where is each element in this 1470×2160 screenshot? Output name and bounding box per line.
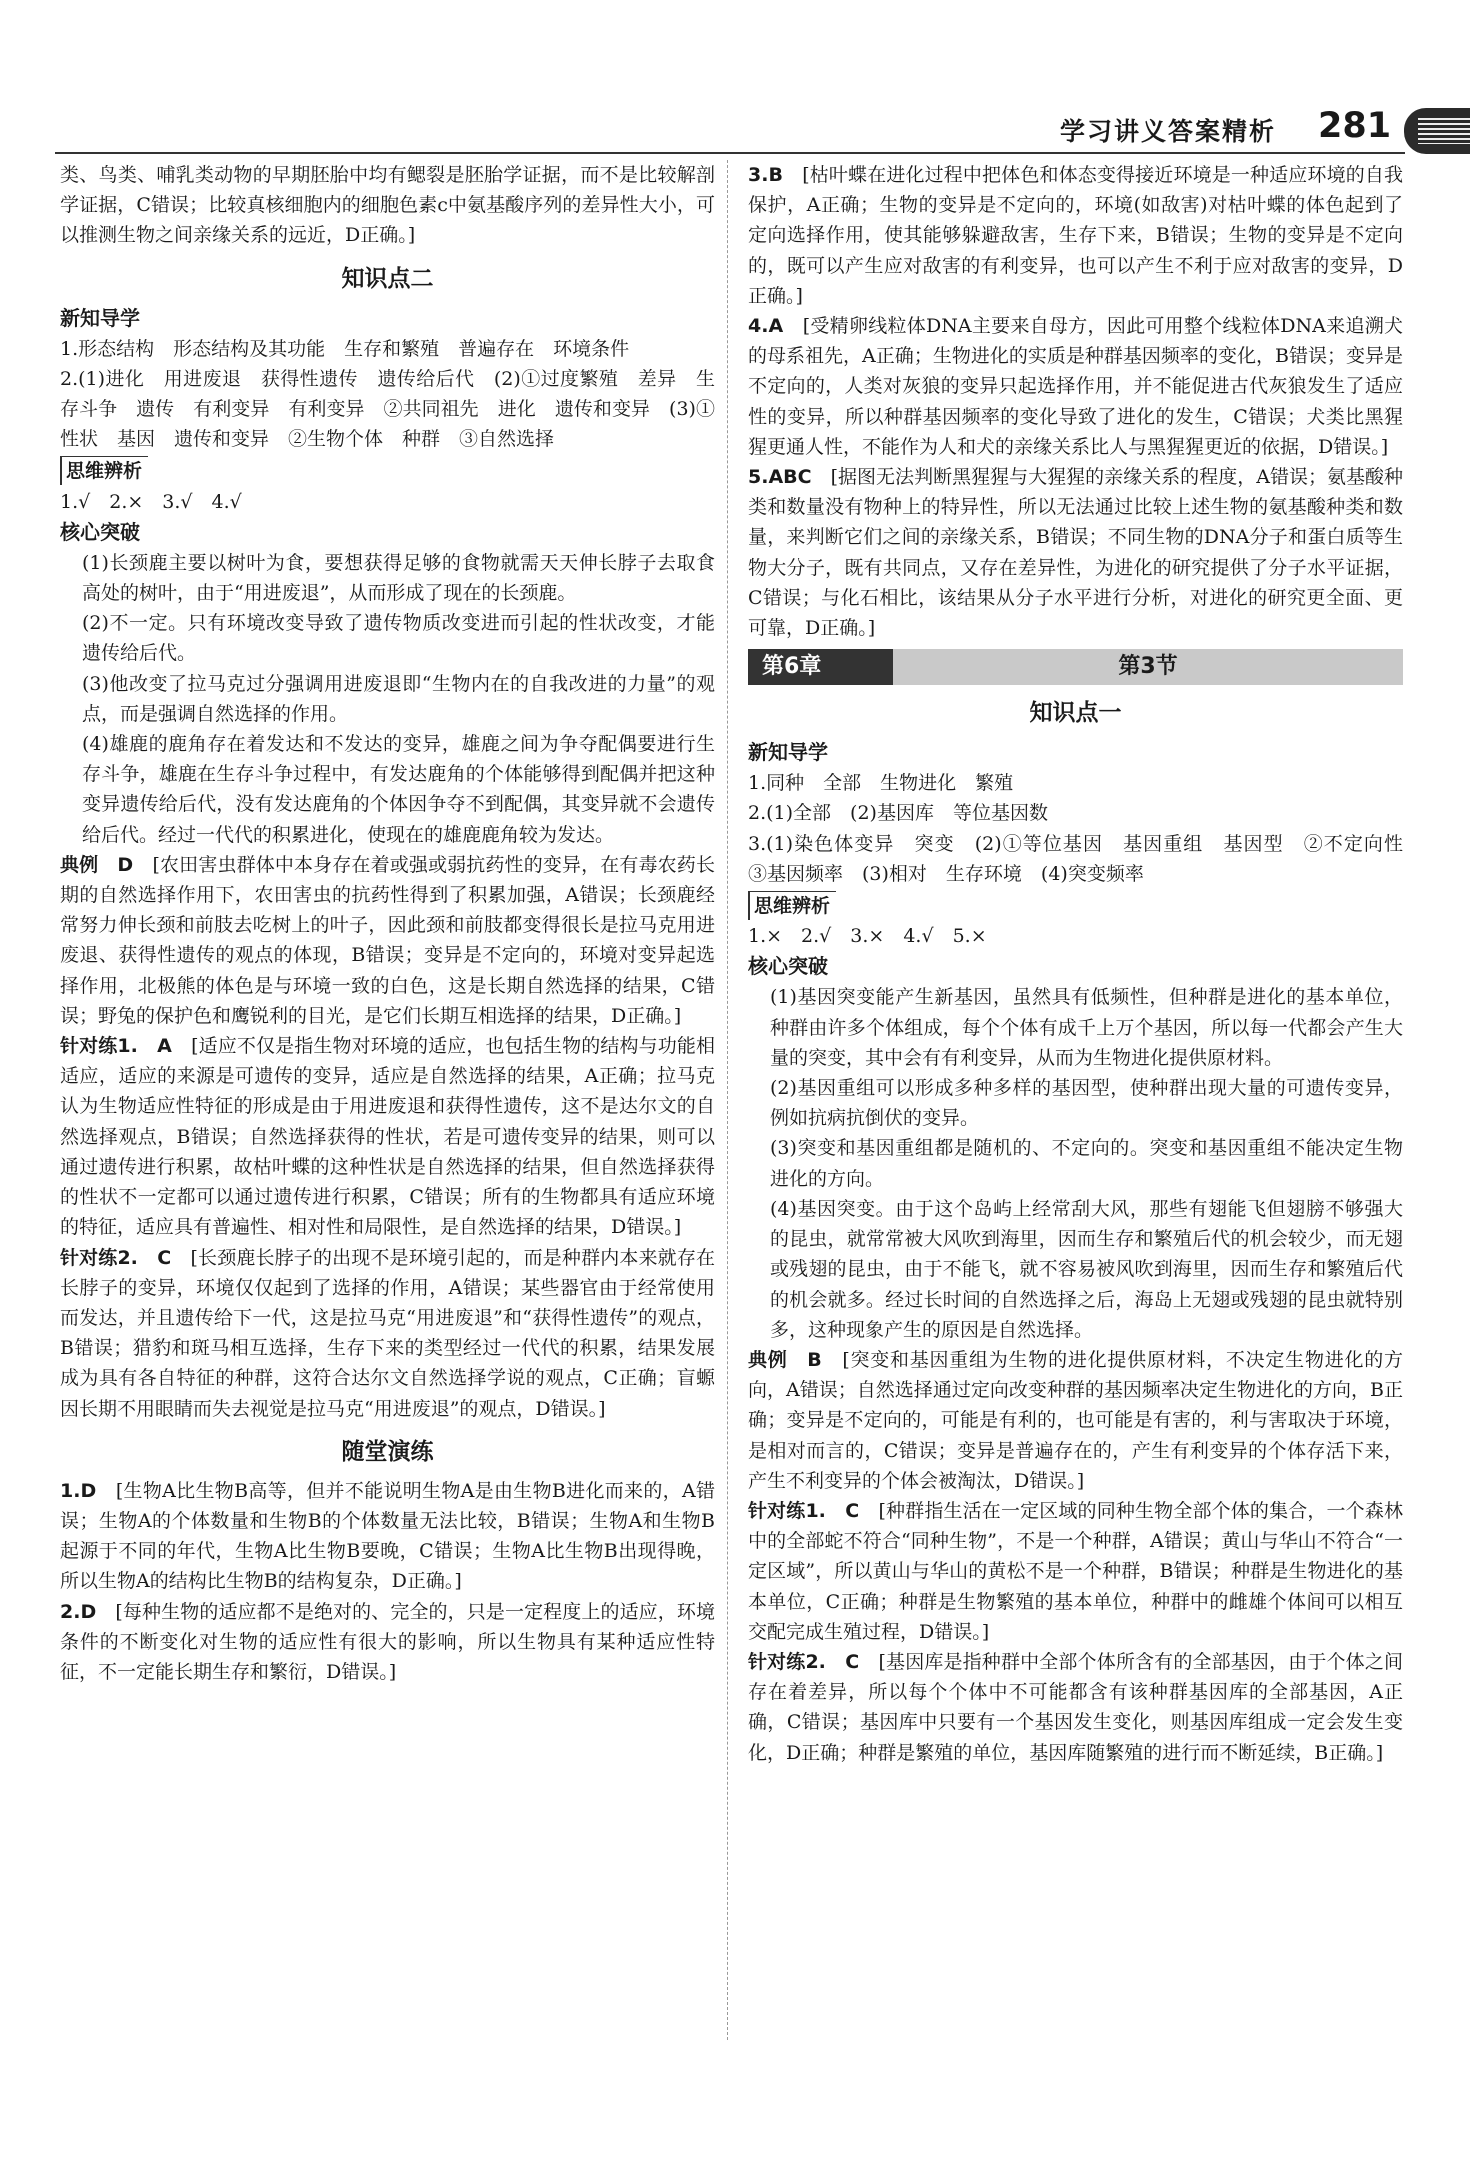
practice-text: [适应不仅是指生物对环境的适应，也包括生物的结构与功能相适应，适应的来源是可遗传的变异，适应是自然选择的结果，A正确；拉马克认为生物适应性特征的形成是由于用进废退和获得性遗传，这不是达尔文的自然选择观点，B错误；自然选择获得的性状，若是可遗传变异的结果，则可以通过遗传进行积累，故枯叶蝶的这种性状是自然选择的结果，但自然选择获得的性状不一定都可以通过遗传进行积累，C错误；所有的生物都具有适应环境的特征，适应具有普遍性、相对性和局限性，是自然选择的结果，D错误。]: [60, 1035, 715, 1239]
drill-text: [枯叶蝶在进化过程中把体色和体态变得接近环境是一种适应环境的自我保护，A正确；生物的变异是不定向的，环境(如敌害)对枯叶蝶的体色起到了定向选择作用，使其能够躲避敌害，生存下来，B错误；生物的变异是不定向的，既可以产生应对敌害的有利变异，也可以产生不利于应对敌害的变异，D正确。]: [748, 164, 1403, 307]
subsection-title: 核心突破: [60, 519, 140, 544]
practice-label: 针对练1.: [748, 1499, 826, 1522]
subsection-title: 新知导学: [60, 305, 140, 330]
core-paragraph: (1)基因突变能产生新基因，虽然具有低频性，但种群是进化的基本单位，种群由许多个体组成，每个个体有成千上万个基因，所以每一代都会产生大量的突变，其中会有有利变异，从而为生物进化提供原材料。: [770, 986, 1403, 1069]
drill-paragraph: [60, 1597, 715, 1688]
chapter-bar: [748, 649, 1403, 685]
practice-paragraph: [60, 1243, 715, 1424]
answer-line: 1.形态结构 形态结构及其功能 生存和繁殖 普遍存在 环境条件: [60, 337, 630, 360]
answer-line: 1.× 2.√ 3.× 4.√ 5.×: [748, 925, 987, 948]
practice-paragraph: [748, 1647, 1403, 1768]
practice-answer: A: [157, 1035, 172, 1058]
drill-text: [据图无法判断黑猩猩与大猩猩的亲缘关系的程度，A错误；氨基酸种类和数量没有物种上的特异性，所以无法通过比较上述生物的氨基酸种类和数量，来判断它们之间的亲缘关系，B错误；不同生物的DNA分子和蛋白质等生物大分子，既有共同点，又存在差异性，为进化的研究提供了分子水平证据，C错误；与化石相比，该结果从分子水平进行分析，对进化的研究更全面、更可靠，D正确。]: [748, 466, 1403, 640]
drill-label: 1.D: [60, 1479, 97, 1502]
section-label: 第3节: [893, 649, 1403, 685]
drill-label: 2.D: [60, 1600, 97, 1623]
core-paragraph: (3)他改变了拉马克过分强调用进废退即“生物内在的自我改进的力量”的观点，而是强调自然选择的作用。: [82, 672, 715, 725]
drill-text: [受精卵线粒体DNA主要来自母方，因此可用整个线粒体DNA来追溯犬的母系祖先，A正确；生物进化的实质是种群基因频率的变化，B错误；变异是不定向的，人类对灰狼的变异只起选择作用，并不能促进古代灰狼发生了适应性的变异，所以种群基因频率的变化导致了进化的发生，C错误；犬类比黑猩猩更通人性，不能作为人和犬的亲缘关系比人与黑猩猩更近的依据，D错误。]: [748, 315, 1403, 458]
subsection-title: 核心突破: [748, 954, 828, 979]
header-title: 学习讲义答案精析: [1060, 117, 1277, 146]
core-paragraph: (2)不一定。只有环境改变导致了遗传物质改变进而引起的性状改变，才能遗传给后代。: [82, 612, 715, 665]
core-paragraph: (4)雄鹿的鹿角存在着发达和不发达的变异，雄鹿之间为争夺配偶要进行生存斗争，雄鹿在生存斗争过程中，有发达鹿角的个体能够得到配偶并把这种变异遗传给后代，没有发达鹿角的个体因争夺不到配偶，其变异就不会遗传给后代。经过一代代的积累进化，使现在的雄鹿鹿角较为发达。: [82, 733, 715, 846]
drill-text: [每种生物的适应都不是绝对的、完全的，只是一定程度上的适应，环境条件的不断变化对生物的适应性有很大的影响，所以生物具有某种适应性特征，不一定能长期生存和繁衍，D错误。]: [60, 1600, 715, 1683]
section-title: 随堂演练: [341, 1438, 434, 1465]
example-paragraph: [748, 1345, 1403, 1496]
answer-line: 1.同种 全部 生物进化 繁殖: [748, 772, 1014, 795]
drill-label: 5.ABC: [748, 466, 812, 489]
column-divider: [727, 160, 728, 2040]
drill-text: [生物A比生物B高等，但并不能说明生物A是由生物B进化而来的，A错误；生物A的个体数量和生物B的个体数量无法比较，B错误；生物A和生物B起源于不同的年代，生物A比生物B要晚，C错误；生物A比生物B出现得晚，所以生物A的结构比生物B的结构复杂，D正确。]: [60, 1479, 715, 1593]
chapter-label: 第6章: [748, 649, 893, 685]
practice-text: [种群指生活在一定区域的同种生物全部个体的集合，一个森林中的全部蛇不符合“同种生物”，不是一个种群，A错误；黄山与华山不符合“一定区域”，所以黄山与华山的黄松不是一个种群，B错误；种群是生物进化的基本单位，C正确；种群是生物繁殖的基本单位，种群中的雌雄个体间可以相互交配完成生殖过程，D错误。]: [748, 1499, 1403, 1643]
subsection-box-title: 思维辨析: [748, 891, 836, 920]
core-paragraph: (1)长颈鹿主要以树叶为食，要想获得足够的食物就需天天伸长脖子去取食高处的树叶，由于“用进废退”，从而形成了现在的长颈鹿。: [82, 551, 715, 605]
header-rule: [55, 152, 1405, 154]
example-answer: D: [117, 853, 134, 876]
drill-paragraph: [748, 462, 1403, 643]
answer-line: 2.(1)全部 (2)基因库 等位基因数: [748, 802, 1048, 825]
practice-text: [基因库是指种群中全部个体所含有的全部基因，由于个体之间存在着差异，所以每个个体中不可能都含有该种群基因库的全部基因，A正确，C错误；基因库中只要有一个基因发生变化，则基因库组成一定会发生变化，D正确；种群是繁殖的单位，基因库随繁殖的进行而不断延续，B正确。]: [748, 1650, 1403, 1764]
practice-answer: C: [157, 1246, 172, 1269]
core-paragraph: (4)基因突变。由于这个岛屿上经常刮大风，那些有翅能飞但翅膀不够强大的昆虫，就常常被大风吹到海里，因而生存和繁殖后代的机会较少，而无翅或残翅的昆虫，由于不能飞，就不容易被风吹到海里，因而生存和繁殖后代的机会就多。经过长时间的自然选择之后，海岛上无翅或残翅的昆虫就特别多，这种现象产生的原因是自然选择。: [770, 1197, 1403, 1341]
intro-paragraph: 类、鸟类、哺乳类动物的早期胚胎中均有鳃裂是胚胎学证据，而不是比较解剖学证据，C错误；比较真核细胞内的细胞色素c中氨基酸序列的差异性大小，可以推测生物之间亲缘关系的远近，D正确。]: [60, 164, 715, 247]
example-text: [农田害虫群体中本身存在着或强或弱抗药性的变异，在有毒农药长期的自然选择作用下，农田害虫的抗药性得到了积累加强，A错误；长颈鹿经常努力伸长颈和前肢去吃树上的叶子，因此颈和前肢都变得很长是拉马克用进废退、获得性遗传的观点的体现，B错误；变异是不定向的，环境对变异起选择作用，北极熊的体色是与环境一致的白色，这是长期自然选择的结果，C错误；野兔的保护色和鹰锐利的目光，是它们长期互相选择的结果，D正确。]: [60, 853, 715, 1027]
drill-label: 3.B: [748, 164, 783, 186]
drill-paragraph: [60, 1476, 715, 1597]
example-text: [突变和基因重组为生物的进化提供原材料，不决定生物进化的方向，A错误；自然选择通过定向改变种群的基因频率决定生物进化的方向，B正确；变异是不定向的，可能是有利的，也可能是有害的，利与害取决于环境，是相对而言的，C错误；变异是普遍存在的，产生有利变异的个体存活下来，产生不利变异的个体会被淘汰，D错误。]: [748, 1348, 1403, 1492]
subsection-title: 新知导学: [748, 740, 828, 765]
core-paragraph: (3)突变和基因重组都是随机的、不定向的。突变和基因重组不能决定生物进化的方向。: [770, 1137, 1403, 1190]
answer-line: 3.(1)染色体变异 突变 (2)①等位基因 基因重组 基因型 ②不定向性 ③基因频率 (3)相对 生存环境 (4)突变频率: [748, 832, 1423, 885]
example-paragraph: [60, 850, 715, 1031]
left-column: [60, 160, 715, 1687]
practice-label: 针对练1.: [60, 1035, 138, 1058]
practice-paragraph: [748, 1496, 1403, 1647]
section-title: 知识点二: [341, 265, 434, 292]
header-tab-lines: [1418, 118, 1470, 144]
example-label: 典例: [748, 1348, 788, 1371]
practice-answer: C: [845, 1650, 860, 1673]
drill-paragraph: [748, 160, 1403, 311]
example-label: 典例: [60, 853, 99, 876]
practice-text: [长颈鹿长脖子的出现不是环境引起的，而是种群内本来就存在长脖子的变异，环境仅仅起到了选择的作用，A错误；某些器官由于经常使用而发达，并且遗传给下一代，这是拉马克“用进废退”和“获得性遗传”的观点，B错误；猎豹和斑马相互选择，生存下来的类型经过一代代的积累，结果发展成为具有各自特征的种群，这符合达尔文自然选择学说的观点，C正确；盲螈因长期不用眼睛而失去视觉是拉马克“用进废退”的观点，D错误。]: [60, 1246, 715, 1420]
answer-line: 2.(1)进化 用进废退 获得性遗传 遗传给后代 (2)①过度繁殖 差异 生存斗争 遗传 有利变异 有利变异 ②共同祖先 进化 遗传和变异 (3)①性状 基因 遗传和变异 ②生物个体 种群 ③自然选择: [60, 367, 715, 451]
practice-paragraph: [60, 1031, 715, 1242]
practice-label: 针对练2.: [60, 1246, 138, 1269]
practice-label: 针对练2.: [748, 1650, 826, 1673]
practice-answer: C: [845, 1499, 860, 1522]
core-paragraph: (2)基因重组可以形成多种多样的基因型，使种群出现大量的可遗传变异，例如抗病抗倒伏的变异。: [770, 1077, 1403, 1130]
section-title: 知识点一: [1029, 700, 1122, 727]
drill-paragraph: [748, 311, 1403, 462]
right-column: [748, 160, 1423, 1768]
subsection-box-title: 思维辨析: [60, 456, 148, 485]
answer-line: 1.√ 2.× 3.√ 4.√: [60, 490, 242, 513]
example-answer: B: [807, 1348, 822, 1371]
page-number: 281: [1318, 106, 1392, 146]
drill-label: 4.A: [748, 315, 784, 338]
